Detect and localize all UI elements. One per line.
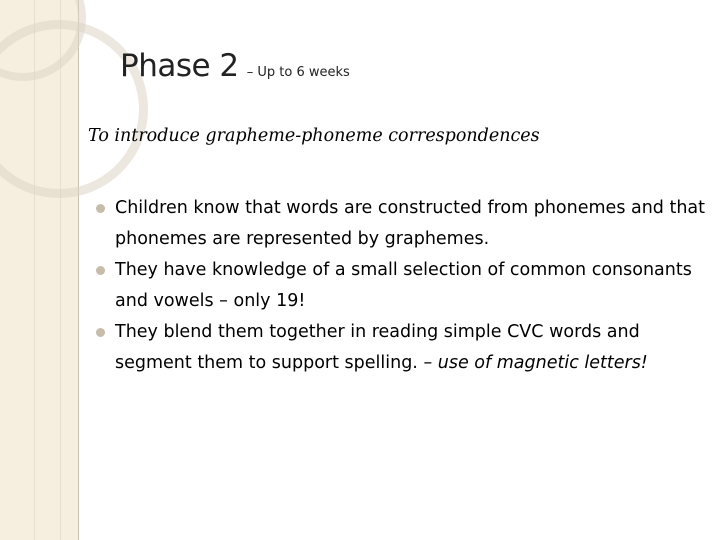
title-main: Phase 2 <box>120 48 239 84</box>
decorative-ring <box>0 20 148 198</box>
slide-title <box>120 48 350 84</box>
bullet-list <box>96 193 706 379</box>
bullet-dot-icon <box>96 328 105 337</box>
title-suffix: – Up to 6 weeks <box>246 65 350 80</box>
bullet-text: Children know that words are constructed from phonemes and that phonemes are represented by graphemes. <box>115 198 706 249</box>
bullet-text: They blend them together in reading simple CVC words and segment them to support spelling. – <box>115 322 640 373</box>
bullet-dot-icon <box>96 204 105 213</box>
slide-subtitle: To introduce grapheme-phoneme correspondences <box>88 126 540 146</box>
bullet-emphasis: use of magnetic letters! <box>437 353 648 373</box>
bullet-dot-icon <box>96 266 105 275</box>
bullet-item <box>96 255 706 317</box>
bullet-item <box>96 317 706 379</box>
bullet-text: They have knowledge of a small selection of common consonants and vowels – only 19! <box>115 260 692 311</box>
decorative-side-panel <box>0 0 79 540</box>
bullet-item <box>96 193 706 255</box>
